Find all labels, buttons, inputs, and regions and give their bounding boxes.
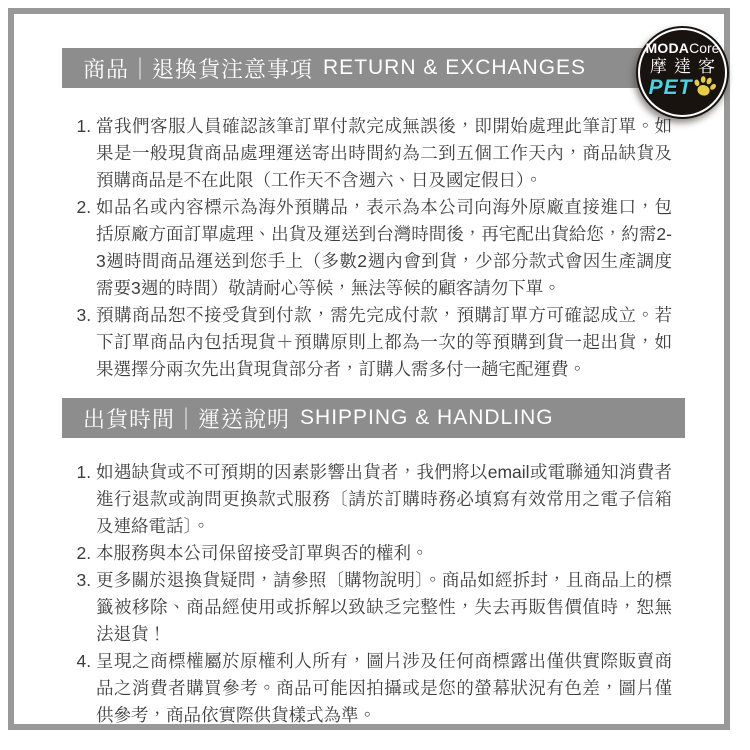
shipping-notes-list [66,459,672,729]
note-item: 4. 呈現之商標權屬於原權利人所有，圖片涉及任何商標露出僅供實際販賣商品之消費者購買參考。商品可能因拍攝或是您的螢幕狀況有色差，圖片僅供參考，商品依實際供貨樣式為準。 [96,648,672,729]
section-header-returns [62,48,685,88]
logo-pet-text: PET [648,76,693,99]
section-title-en: RETURN & EXCHANGES [323,56,587,79]
note-item: 3. 更多關於退換貨疑問，請參照〔購物說明〕。商品如經拆封，且商品上的標籤被移除、商品經使用或拆解以致缺乏完整性，失去再販售價值時，恕無法退貨！ [96,567,672,648]
note-item: 1. 如遇缺貨或不可預期的因素影響出貨者，我們將以email或電聯通知消費者進行退款或詢問更換款式服務〔請於訂購時務必填寫有效常用之電子信箱及連絡電話〕。 [96,459,672,540]
note-item: 2. 如品名或內容標示為海外預購品，表示為本公司向海外原廠直接進口，包括原廠方面訂單處理、出貨及運送到台灣時間後，再宅配出貨給您，約需2-3週時間商品運送到您手上（多數2週內會到貨，少部分款式會因生產調度需要3週的時間）敬請耐心等候，無法等候的顧客請勿下單。 [96,194,672,302]
section-title-cn: 出貨時間｜運送說明 [83,406,291,432]
section-header-shipping [62,398,685,438]
section-title-cn: 商品｜退換貨注意事項 [83,56,314,82]
section-title-en: SHIPPING & HANDLING [300,406,554,429]
logo-pet-line [649,77,717,99]
paw-icon [691,73,718,99]
logo-brand-bold: MODA [645,40,690,56]
content-area [14,48,724,750]
note-item: 3. 預購商品恕不接受貨到付款，需先完成付款，預購訂單方可確認成立。若下訂單商品內包括現貨＋預購原則上都為一次的等預購到貨一起出貨，如果選擇分兩次先出貨現貨部分者，訂購人需多付一趟宅配運費。 [96,302,672,383]
outer-frame [8,8,730,730]
modacore-pet-logo [636,26,729,119]
note-item: 2. 本服務與本公司保留接受訂單與否的權利。 [96,540,672,567]
logo-brand-cn: 摩達客 [650,57,722,76]
logo-brand-line [646,41,720,56]
returns-notes-list [66,113,672,383]
logo-brand-light: Core [689,40,720,56]
note-item: 1. 當我們客服人員確認該筆訂單付款完成無誤後，即開始處理此筆訂單。如果是一般現貨商品處理運送寄出時間約為二到五個工作天內，商品缺貨及預購商品是不在此限（工作天不含週六、日及國定假日）。 [96,113,672,194]
